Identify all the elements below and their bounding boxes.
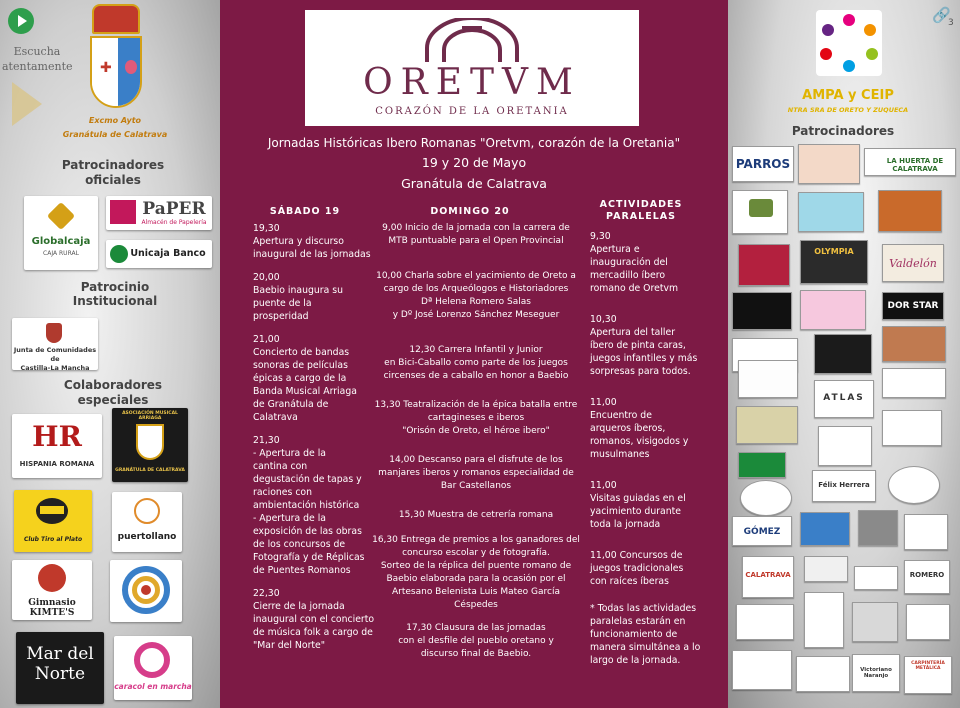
junta-castilla-la-mancha-logo: Junta de Comunidades de Castilla-La Mancha: [12, 318, 98, 370]
actividad-item: 11,00 Encuentro de arqueros íberos, romanos, visigodos y musulmanes: [590, 397, 689, 460]
actividad-item: 11,00 Concursos de juegos tradicionales con raíces íberas: [590, 550, 684, 587]
actividad-item: 10,30 Apertura del taller íbero de pinta caras, juegos infantiles y más sorpresas para todos.: [590, 314, 698, 377]
sponsor-logo: [804, 592, 844, 648]
dor-star-logo: DOR STAR: [882, 292, 944, 320]
target-logo: [110, 560, 182, 622]
la-huerta-logo: LA HUERTA DE CALATRAVA: [864, 148, 956, 176]
sabado-column: [253, 222, 378, 662]
oretvm-logo: [305, 10, 639, 126]
sponsor-logo: [904, 514, 948, 550]
mar-del-norte-logo: Mar del Norte: [16, 632, 104, 704]
domingo-item: 12,30 Carrera Infantil y Junior en Bici-Caballo como parte de los juegos circenses de a caballo en honor a Baebio: [383, 345, 569, 381]
domingo-item: 16,30 Entrega de premios a los ganadores del concurso escolar y de fotografía. Sorteo de la réplica del puente romano de Baebio elaborada para la ocasión por el Artesano Belenista Luis Mateo García Céspedes: [372, 535, 580, 610]
sponsor-logo: [882, 410, 942, 446]
link-icon[interactable]: 🔗: [932, 6, 951, 24]
right-sponsors-panel: [728, 0, 960, 708]
gimnasio-kimtes-logo: Gimnasio KIMTE'S: [12, 560, 92, 620]
sabado-item: 19,30 Apertura y discurso inaugural de las jornadas: [253, 223, 371, 260]
sabado-item: 21,30 - Apertura de la cantina con degustación de tapas y raciones con ambientación histórica - Apertura de la exposición de las obras de los concursos de Fotografía y de Réplicas de Puentes Romanos: [253, 435, 365, 576]
sponsor-logo: [882, 326, 946, 362]
parros-logo: PARROS: [732, 146, 794, 182]
sponsor-logo: [800, 512, 850, 546]
sabado-item: 22,30 Cierre de la jornada inaugural con el concierto de música folk a cargo de "Mar del Norte": [253, 588, 375, 651]
sponsor-logo: [798, 192, 864, 232]
hispania-romana-logo: HR HISPANIA ROMANA: [12, 414, 102, 478]
sabado-item: 20,00 Baebio inaugura su puente de la prosperidad: [253, 272, 343, 322]
sponsor-logo: [736, 406, 798, 444]
patrocinio-institucional-heading: Patrocinio Institucional: [72, 280, 158, 308]
ampa-title: AMPA y CEIP: [802, 88, 894, 103]
ayuntamiento-label: Excmo Ayto Granátula de Calatrava: [62, 116, 168, 139]
sponsor-logo: [852, 602, 898, 642]
actividades-heading-2: PARALELAS: [606, 211, 676, 222]
logo-title: ORETVM: [363, 62, 581, 103]
ampa-logo-icon: [816, 10, 882, 76]
sabado-item: 21,00 Concierto de bandas sonoras de películas épicas a cargo de la Banda Musical Arriaga de Granátula de Calatrava: [253, 334, 357, 423]
felix-herrera-logo: Félix Herrera: [812, 470, 876, 502]
sponsor-logo: [906, 604, 950, 640]
sponsor-logo: [882, 368, 946, 398]
actividades-column: [590, 230, 722, 677]
domingo-heading: DOMINGO 20: [430, 206, 510, 217]
domingo-item: 17,30 Clausura de las jornadas con el desfile del pueblo oretano y discurso final de Baebio.: [398, 623, 554, 659]
domingo-item: 9,00 Inicio de la jornada con la carrera de MTB puntuable para el Open Provincial: [382, 223, 570, 246]
club-tiro-logo: Club Tiro al Plato: [14, 490, 92, 552]
sponsor-logo: [738, 244, 790, 286]
ayuntamiento-coat-of-arms: ✚: [86, 4, 146, 112]
sabado-heading: SÁBADO 19: [269, 206, 341, 217]
actividad-item: 11,00 Visitas guiadas en el yacimiento durante toda la jornada: [590, 480, 686, 530]
sponsor-logo: [732, 292, 792, 330]
sponsor-logo: [736, 604, 794, 640]
sponsor-logo: [732, 650, 792, 690]
actividad-note: * Todas las actividades paralelas estarán en funcionamiento de manera simultánea a lo largo de la jornada.: [590, 603, 701, 666]
left-sponsors-panel: [0, 0, 220, 708]
victoriano-logo: Victoriano Naranjo: [852, 654, 900, 692]
sponsor-logo: [858, 510, 898, 546]
domingo-item: 15,30 Muestra de cetrería romana: [398, 510, 554, 520]
sponsor-logo: [738, 452, 786, 478]
event-location: Granátula de Calatrava: [401, 176, 547, 191]
prism-icon: [12, 82, 42, 126]
caracol-logo: caracol en marcha: [114, 636, 192, 700]
sponsor-logo: [878, 190, 942, 232]
actividad-item: 9,30 Apertura e inauguración del mercadillo íbero romano de Oretvm: [590, 231, 679, 294]
play-icon[interactable]: [8, 8, 34, 34]
olympia-logo: OLYMPIA: [800, 240, 868, 284]
domingo-item: 10,00 Charla sobre el yacimiento de Oreto a cargo de los Arqueólogos e Historiadores Dª Helena Romero Salas y Dº José Lorenzo Sánchez Meseguer: [376, 271, 576, 320]
logo-subtitle: CORAZÓN DE LA ORETANIA: [375, 106, 569, 117]
sponsor-logo: [814, 334, 872, 374]
patrocinadores-heading: Patrocinadores: [791, 124, 895, 138]
program-panel: [220, 0, 728, 708]
sponsor-logo: [732, 190, 788, 234]
calatrava-logo: CALATRAVA: [742, 556, 794, 598]
unicaja-logo: Unicaja Banco: [106, 240, 212, 268]
paper-logo: PaPER Almacén de Papelería: [106, 196, 212, 230]
carpinteria-logo: CARPINTERÍA METÁLICA: [904, 656, 952, 694]
romero-logo: ROMERO: [904, 560, 950, 594]
sponsor-logo: [888, 466, 940, 504]
sponsor-logo: [796, 656, 850, 692]
domingo-column: [370, 222, 582, 671]
arch-icon: [422, 18, 522, 64]
sponsor-logo: [818, 426, 872, 466]
share-count: 3: [948, 18, 954, 28]
escucha-text: Escucha atentamente: [2, 45, 73, 73]
sponsor-logo: [854, 566, 898, 590]
patrocinadores-oficiales-heading: Patrocinadores oficiales: [61, 158, 165, 187]
ampa-subtitle: NTRA SRA DE ORETO Y ZUQUECA: [787, 106, 909, 114]
atlas-logo: ATLAS: [814, 380, 874, 418]
valdelon-logo: Valdelón: [882, 244, 944, 282]
asociacion-musical-logo: ASOCIACIÓN MUSICAL ARRIAGA GRANÁTULA DE CALATRAVA: [112, 408, 188, 482]
globalcaja-logo: Globalcaja CAJA RURAL: [24, 196, 98, 270]
colaboradores-especiales-heading: Colaboradores especiales: [63, 378, 163, 407]
puertollano-logo: puertollano: [112, 492, 182, 552]
sponsor-logo: [738, 360, 798, 398]
sponsor-logo: [804, 556, 848, 582]
domingo-item: 13,30 Teatralización de la épica batalla entre cartagineses e iberos "Orisón de Oreto, el héroe ibero": [374, 400, 578, 436]
event-dates: 19 y 20 de Mayo: [421, 155, 527, 170]
event-title: Jornadas Históricas Ibero Romanas "Oretvm, corazón de la Oretania": [267, 136, 681, 150]
actividades-heading-1: ACTIVIDADES: [599, 199, 683, 210]
shoe-store-logo: [798, 144, 860, 184]
domingo-item: 14,00 Descanso para el disfrute de los manjares iberos y romanos especialidad de Bar Castellanos: [378, 455, 574, 491]
sponsor-logo: [800, 290, 866, 330]
gomez-logo: GÓMEZ: [732, 516, 792, 546]
sponsor-logo: [740, 480, 792, 516]
